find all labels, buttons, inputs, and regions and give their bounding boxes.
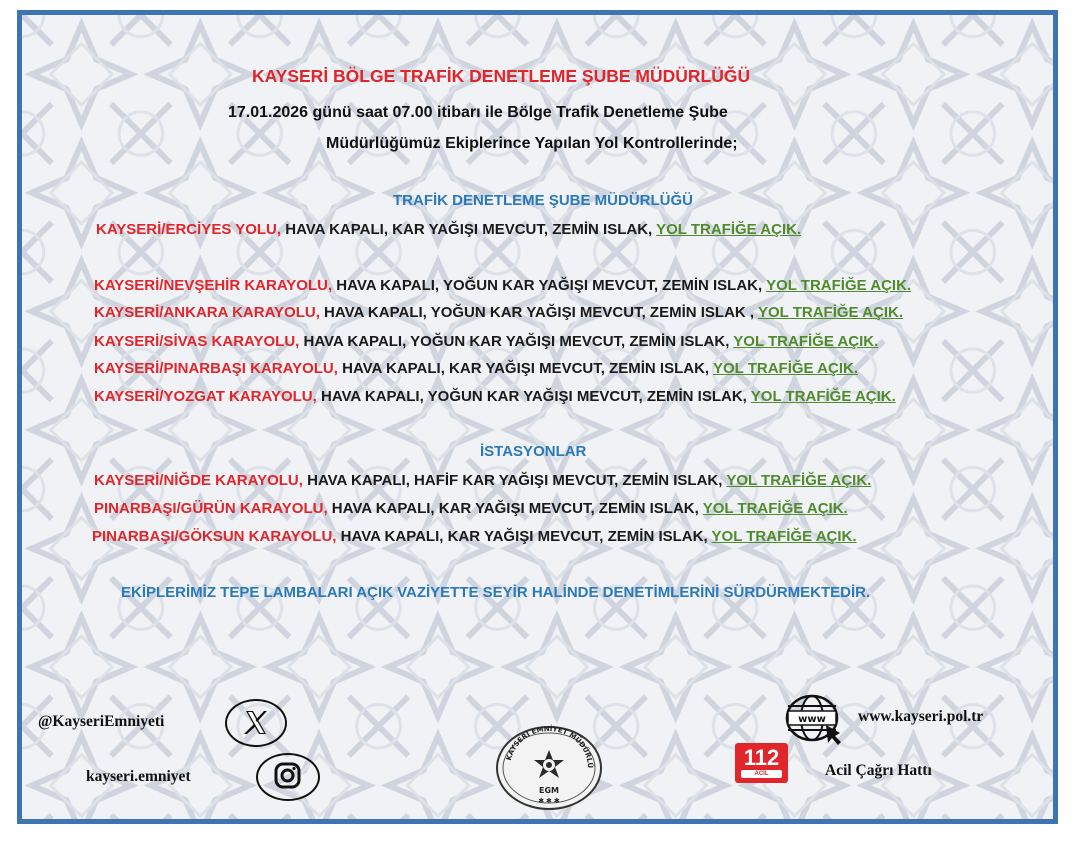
road-status: YOL TRAFİĞE AÇIK. [656,221,802,238]
emergency-label: Acil Çağrı Hattı [825,762,932,779]
road-conditions: HAVA KAPALI, HAFİF KAR YAĞIŞI MEVCUT, ZEMİN ISLAK, [302,472,727,489]
road-row [94,304,903,321]
road-name: KAYSERİ/NEVŞEHİR KARAYOLU, [94,277,333,294]
road-name: KAYSERİ/ANKARA KARAYOLU, [94,304,320,321]
road-conditions: HAVA KAPALI, YOĞUN KAR YAĞIŞI MEVCUT, ZEMİN ISLAK , [319,304,758,321]
road-name: PINARBAŞI/GÖKSUN KARAYOLU, [92,528,337,545]
road-status: YOL TRAFİĞE AÇIK. [726,472,872,489]
www-label: www [798,714,826,725]
seal-text: KAYSERİ EMNİYET MÜDÜRLÜ [504,724,595,769]
road-conditions: HAVA KAPALI, KAR YAĞIŞI MEVCUT, ZEMİN ISLAK, [281,221,657,238]
road-name: KAYSERİ/SİVAS KARAYOLU, [94,333,300,350]
road-status: YOL TRAFİĞE AÇIK. [757,304,903,321]
road-conditions: HAVA KAPALI, YOĞUN KAR YAĞIŞI MEVCUT, ZEMİN ISLAK, [299,333,734,350]
x-logo-icon[interactable] [225,699,287,747]
road-row [94,500,848,517]
road-name: KAYSERİ/NİĞDE KARAYOLU, [94,472,303,489]
notice-frame [17,10,1058,824]
road-row [94,388,896,405]
emergency-badge-sub: ACİL [741,770,782,778]
road-row [94,333,878,350]
road-conditions: HAVA KAPALI, KAR YAĞIŞI MEVCUT, ZEMİN ISLAK, [337,360,713,377]
twitter-handle[interactable]: @KayseriEmniyeti [38,713,165,730]
road-status: YOL TRAFİĞE AÇIK. [712,360,858,377]
police-seal [488,722,610,810]
road-name: KAYSERİ/ERCİYES YOLU, [96,221,282,238]
road-row [94,360,858,377]
road-row [94,472,871,489]
road-conditions: HAVA KAPALI, YOĞUN KAR YAĞIŞI MEVCUT, ZEMİN ISLAK, [332,277,767,294]
instagram-handle[interactable]: kayseri.emniyet [86,768,191,785]
road-conditions: HAVA KAPALI, KAR YAĞIŞI MEVCUT, ZEMİN ISLAK, [336,528,712,545]
subtitle-line-2: Müdürlüğümüz Ekiplerince Yapılan Yol Kontrollerinde; [326,135,738,152]
section-heading-stations: İSTASYONLAR [480,443,587,460]
emergency-number: 112 [743,745,780,770]
road-conditions: HAVA KAPALI, YOĞUN KAR YAĞIŞI MEVCUT, ZEMİN ISLAK, [316,388,751,405]
closing-statement: EKİPLERİMİZ TEPE LAMBALARI AÇIK VAZİYETTE SEYİR HALİNDE DENETİMLERİNİ SÜRDÜRMEKTEDİR. [121,584,871,601]
road-conditions: HAVA KAPALI, KAR YAĞIŞI MEVCUT, ZEMİN ISLAK, [327,500,703,517]
road-status: YOL TRAFİĞE AÇIK. [711,528,857,545]
website-link[interactable]: www.kayseri.pol.tr [858,708,984,725]
svg-text:✱ ✱ ✱: ✱ ✱ ✱ [538,798,560,805]
road-name: KAYSERİ/YOZGAT KARAYOLU, [94,388,317,405]
globe-icon[interactable] [782,692,848,746]
road-row [96,221,801,238]
section-heading-traffic: TRAFİK DENETLEME ŞUBE MÜDÜRLÜĞÜ [393,192,693,209]
road-name: KAYSERİ/PINARBAŞI KARAYOLU, [94,360,338,377]
road-status: YOL TRAFİĞE AÇIK. [702,500,848,517]
road-name: PINARBAŞI/GÜRÜN KARAYOLU, [94,500,328,517]
road-status: YOL TRAFİĞE AÇIK. [766,277,912,294]
page-title: KAYSERİ BÖLGE TRAFİK DENETLEME ŞUBE MÜDÜRLÜĞÜ [252,66,751,86]
seal-label: EGM [539,786,559,795]
subtitle-line-1: 17.01.2026 günü saat 07.00 itibarı ile Bölge Trafik Denetleme Şube [228,104,728,121]
emergency-112-icon[interactable] [735,743,788,783]
road-row [94,277,911,294]
road-row [92,528,857,545]
road-status: YOL TRAFİĞE AÇIK. [733,333,879,350]
instagram-icon[interactable] [256,753,320,801]
road-status: YOL TRAFİĞE AÇIK. [750,388,896,405]
